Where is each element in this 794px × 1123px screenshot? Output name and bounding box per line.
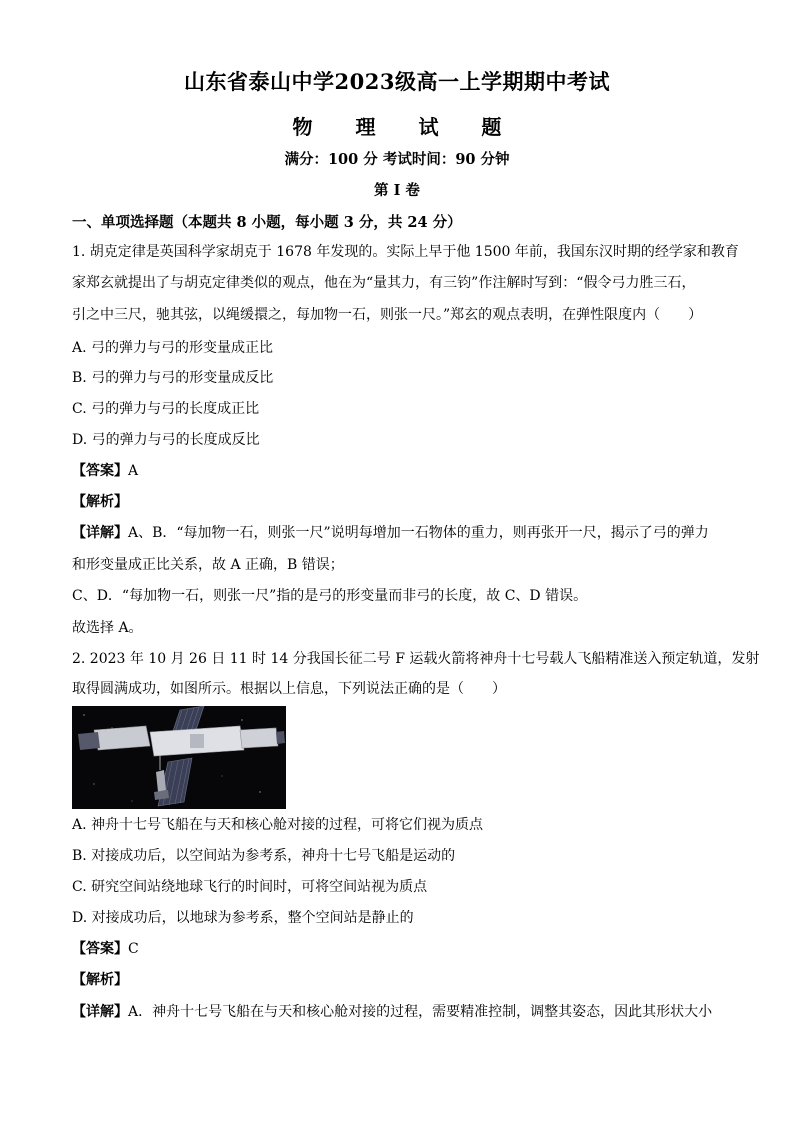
- detail-tag: 【详解】: [72, 525, 128, 541]
- q2-stem-line: 2. 2023 年 10 月 26 日 11 时 14 分我国长征二号 F 运载火箭将神舟十七号载人飞船精准送入预定轨道，发射: [72, 651, 760, 667]
- q1-option-c: C. 弓的弹力与弓的长度成正比: [72, 401, 260, 417]
- q2-analysis-tag: 【解析】: [72, 972, 128, 988]
- exam-title: 山东省泰山中学2023级高一上学期期中考试: [184, 69, 610, 94]
- q1-option-a: A. 弓的弹力与弓的形变量成正比: [72, 340, 274, 356]
- q2-option-b: B. 对接成功后，以空间站为参考系，神舟十七号飞船是运动的: [72, 848, 456, 864]
- answer-tag: 【答案】: [72, 463, 128, 479]
- q1-detail-line: 和形变量成正比关系，故 A 正确，B 错误；: [72, 557, 344, 573]
- q1-analysis-tag: 【解析】: [72, 494, 128, 510]
- answer-value: C: [128, 941, 139, 957]
- q1-stem-line: 引之中三尺，驰其弦，以绳缓擐之，每加物一石，则张一尺。”郑玄的观点表明，在弹性限度内（ ）: [72, 307, 703, 323]
- q1-detail-line: C、D．“每加物一石，则张一尺”指的是弓的形变量而非弓的长度，故 C、D 错误。: [72, 588, 588, 604]
- q2-option-a: A. 神舟十七号飞船在与天和核心舱对接的过程，可将它们视为质点: [72, 817, 484, 833]
- q1-stem-line: 家郑玄就提出了与胡克定律类似的观点，他在为“量其力，有三钧”作注解时写到：“假令弓力胜三石，: [72, 275, 696, 291]
- q1-detail-line: [72, 523, 722, 543]
- q1-stem-line: 1. 胡克定律是英国科学家胡克于 1678 年发现的。实际上早于他 1500 年前，我国东汉时期的经学家和教育: [72, 244, 739, 260]
- q1-option-d: D. 弓的弹力与弓的长度成反比: [72, 432, 260, 448]
- q2-stem-line: 取得圆满成功，如图所示。根据以上信息，下列说法正确的是（ ）: [72, 681, 506, 697]
- subject-title: 物 理 试 题: [292, 115, 520, 139]
- section-heading: 一、单项选择题（本题共 8 小题，每小题 3 分，共 24 分）: [72, 214, 462, 231]
- detail-text: A、B．“每加物一石，则张一尺”说明每增加一石物体的重力，则再张开一尺，揭示了弓的弹力: [128, 525, 709, 541]
- detail-tag: 【详解】: [72, 1004, 128, 1020]
- score-time-info: 满分：100 分 考试时间：90 分钟: [284, 151, 510, 168]
- q1-detail-line: 故选择 A。: [72, 620, 143, 636]
- q2-detail-line: [72, 1002, 722, 1022]
- space-station-illustration: [72, 706, 286, 809]
- detail-text: A．神舟十七号飞船在与天和核心舱对接的过程，需要精准控制，调整其姿态，因此其形状大小: [128, 1004, 713, 1020]
- answer-value: A: [128, 463, 139, 479]
- q2-option-c: C. 研究空间站绕地球飞行的时间时，可将空间站视为质点: [72, 879, 428, 895]
- q1-option-b: B. 弓的弹力与弓的形变量成反比: [72, 370, 274, 386]
- q2-answer: [72, 939, 722, 959]
- q1-answer: [72, 461, 722, 481]
- answer-tag: 【答案】: [72, 941, 128, 957]
- volume-label: 第 I 卷: [374, 182, 420, 199]
- q2-option-d: D. 对接成功后，以地球为参考系，整个空间站是静止的: [72, 910, 414, 926]
- space-station-image: [72, 706, 286, 809]
